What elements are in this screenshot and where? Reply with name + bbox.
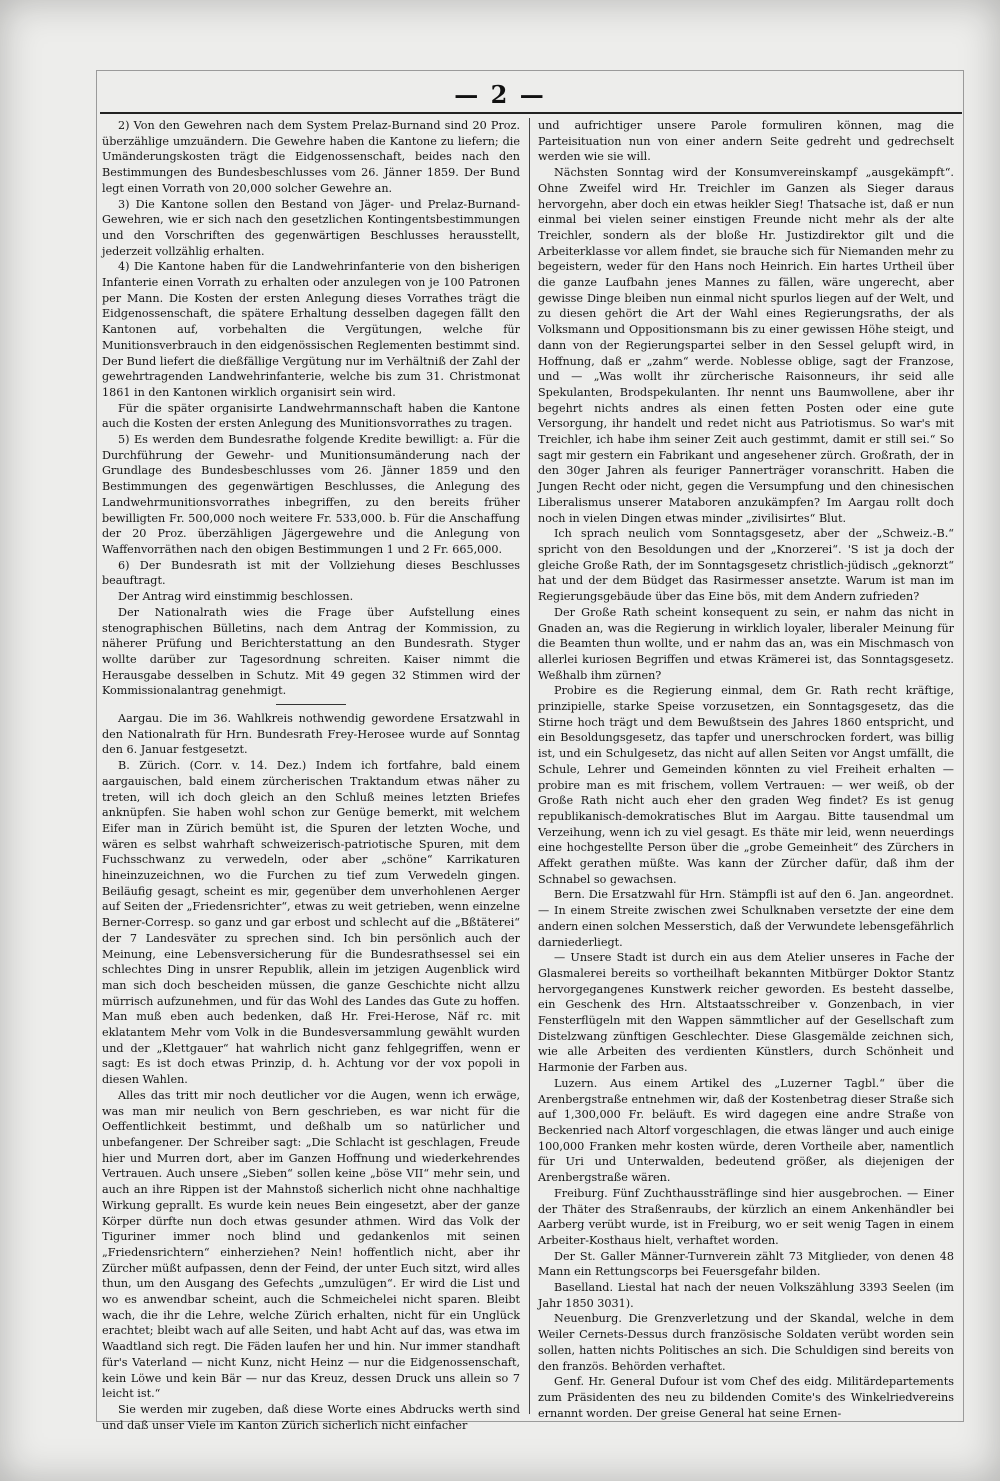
news-item-freiburg: Freiburg. Fünf Zuchthaussträflinge sind hier ausgebrochen. — Einer der Thäter des Straßenraubs, der kürzlich an einem Ankenhändler bei Aarberg verübt wurde, ist in Freiburg, wo er seit wenig Tagen in einem Arbeiter-Kosthaus hielt, verhaftet worden. [538,1186,954,1247]
column-divider [529,118,530,1414]
news-item-zurich: B. Zürich. (Corr. v. 14. Dez.) Indem ich fortfahre, bald einem aargauischen, bald einem zürcherischen Traktandum etwas näher zu treten, will ich doch gleich an den Schluß meines letzten Briefes anknüpfen. Sie haben wohl schon zur Genüge bemerkt, mit welchem Eifer man in Zürich bemüht ist, die Spuren der letzten Woche, und wären es selbst wahrhaft schweizerisch-patriotische Spuren, mit dem Fuchsschwanz zu verwedeln, oder aber „schöne“ Karrikaturen hineinzuzeichnen, wo die Furchen zu tief zum Verwedeln gingen. Beiläufig gesagt, scheint es mir, gegenüber dem unverhohlenen Aerger auf Seiten der „Friedensrichter“, etwas zu weit getrieben, wenn einzelne Berner-Corresp. so ganz und gar erbost und schlecht auf die „Bßtäterei“ der 7 Landesväter zu sprechen sind. Ich bin persönlich auch der Meinung, eine Lebensversicherung für die Bundesrathsessel sei ein schlechtes Ding in unsrer Republik, allein im jetzigen Augenblick wird man sich doch bescheiden müssen, die ganze Geschichte nicht allzu mürrisch aufzunehmen, und für das Wohl des Landes das Gute zu hoffen. Man muß eben auch bedenken, daß Hr. Frei-Herose, Näf rc. mit eklatantem Mehr vom Volk in die Bundesversammlung gewählt wurden und der „Klettgauer“ hat wahrlich nicht ganz fehlgegriffen, wenn er sagt: Es ist doch etwas Prinzip, d. h. Achtung vor der vox popoli in diesen Wahlen. [102,759,520,1087]
news-item-luzern: Luzern. Aus einem Artikel des „Luzerner Tagbl.“ über die Arenbergstraße entnehmen wir, daß der Kostenbetrag dieser Straße sich auf 1,300,000 Fr. beläuft. Es wird dagegen eine andre Straße von Beckenried nach Altorf vorgeschlagen, die etwas länger und auch einige 100,000 Franken mehr kosten würde, deren Vortheile aber, namentlich für Uri und Unterwalden, bedeutend größer, als diejenigen der Arenbergstraße wären. [538,1076,954,1185]
header-rule [100,112,962,114]
article-paragraph: Ich sprach neulich vom Sonntagsgesetz, aber der „Schweiz.-B.“ spricht von den Besoldungen und der „Knorzerei“. 'S ist ja doch der gleiche Große Rath, der im Sonntagsgesetz christlich-jüdisch „geknorzt“ hat und der dem Büdget das Rasirmesser ansetzte. Warum ist man im Regierungsgebäude über das Eine bös, mit dem Andern zufrieden? [538,527,954,604]
news-item-aargau: Aargau. Die im 36. Wahlkreis nothwendig gewordene Ersatzwahl in den Nationalrath für Hrn. Bundesrath Frey-Herosee wurde auf Sonntag den 6. Januar festgesetzt. [102,712,520,757]
article-paragraph: 4) Die Kantone haben für die Landwehrinfanterie von den bisherigen Infanterie einen Vorrath zu erhalten oder anzulegen von je 100 Patronen per Mann. Die Kosten der ersten Anlegung dieses Vorrathes trägt die Eidgenossenschaft, die spätere Erhaltung desselben dagegen fällt den Kantonen auf, vorbehalten die Vergütungen, welche für Munitionsverbrauch in den eidgenössischen Reglementen bestimmt sind. Der Bund liefert die dießfällige Vergütung nur im Verhältniß der Zahl der gewehrtragenden Landwehrinfanterie, welche bis zum 31. Christmonat 1861 in den Kantonen wirklich organisirt sein wird. [102,260,520,399]
page-number: — 2 — [454,80,546,109]
right-column [538,118,954,1418]
news-item-stgallen: Der St. Galler Männer-Turnverein zählt 73 Mitglieder, von denen 48 Mann ein Rettungscorps bei Feuersgefahr bilden. [538,1249,954,1279]
article-paragraph: — Unsere Stadt ist durch ein aus dem Atelier unseres in Fache der Glasmalerei bereits so vortheilhaft bekannten Mitbürger Doktor Stantz hervorgegangenes Kunstwerk reicher geworden. Es besteht dasselbe, ein Geschenk des Hrn. Altstaatsschreiber v. Gonzenbach, in vier Fensterflügeln mit den Wappen sämmtlicher auf der Gesellschaft zum Distelzwang zünftigen Geschlechter. Diese Glasgemälde zeichnen sich, wie alle Arbeiten des verdienten Künstlers, durch Schönheit und Harmonie der Farben aus. [538,951,954,1075]
article-paragraph: Der Antrag wird einstimmig beschlossen. [118,590,354,604]
news-item-neuenburg: Neuenburg. Die Grenzverletzung und der Skandal, welche in dem Weiler Cernets-Dessus durch französische Soldaten verübt worden sein sollen, hatten nichts Politisches an sich. Die Schuldigen sind bereits von den französ. Behörden verhaftet. [538,1312,954,1373]
article-paragraph: 6) Der Bundesrath ist mit der Vollziehung dieses Beschlusses beauftragt. [102,558,520,588]
news-item-genf: Genf. Hr. General Dufour ist vom Chef des eidg. Militärdepartements zum Präsidenten des neu zu bildenden Comite's des Winkelriedvereins ernannt worden. Der greise General hat seine Ernen- [538,1375,954,1420]
article-paragraph: Sie werden mir zugeben, daß diese Worte eines Abdrucks werth sind und daß unser Viele im Kanton Zürich sicherlich nicht einfacher [102,1402,520,1432]
article-paragraph: Alles das tritt mir noch deutlicher vor die Augen, wenn ich erwäge, was man mir neulich von Bern geschrieben, es war nicht für die Oeffentlichkeit bestimmt, und deßhalb um so natürlicher und unbefangener. Der Schreiber sagt: „Die Schlacht ist geschlagen, Freude hier und Murren dort, aber im Ganzen Hoffnung und wiederkehrendes Vertrauen. Auch unsere „Sieben“ sollen keine „böse VII“ mehr sein, und auch an ihre Rippen ist der Mahnstoß sicherlich nicht ohne nachhaltige Wirkung geprallt. Es wurde kein neues Bein eingesetzt, aber der ganze Körper dürfte nun doch etwas gesunder athmen. Wird das Volk der Tiguriner immer noch blind und gedankenlos mit seinen „Friedensrichtern“ einherziehen? Nein! hoffentlich nicht, aber ihr Zürcher müßt aufpassen, denn der Feind, der unter Euch sitzt, wird alles thun, um den Ausgang des Gefechts „umzulügen“. Er wird die List und wo es anwendbar scheint, auch die Schmeichelei nicht sparen. Bleibt wach, die ihr die Lehre, welche Zürich erhalten, nicht für ein Unglück erachtet; bleibt wach auf alle Seiten, und habt Acht auf das, was etwa im Waadtland sich regt. Die Fäden laufen her und hin. Nur immer standhaft für's Vaterland — nicht Kunz, nicht Heinz — nur die Eidgenossenschaft, kein Löwe und kein Bär — nur das Kreuz, dessen Druck uns allein so 7 leicht ist.“ [102,1088,520,1401]
article-paragraph: Für die später organisirte Landwehrmannschaft haben die Kantone auch die Kosten der ersten Anlegung des Munitionsvorrathes zu tragen. [102,401,520,431]
article-paragraph: Nächsten Sonntag wird der Konsumvereinskampf „ausgekämpft“. Ohne Zweifel wird Hr. Treichler im Ganzen als Sieger daraus hervorgehn, aber doch ein etwas heikler Sieg! Thatsache ist, daß er nun einmal bei vielen seiner einstigen Freunde nicht mehr als der alte Treichler, sondern als der bloße Hr. Justizdirektor gilt und die Arbeiterklasse vor allem findet, sie brauche sich für Niemanden mehr zu begeistern, weder für den Hans noch Heinrich. Ein hartes Urtheil über die ganze Laufbahn jenes Mannes zu fällen, wäre ungerecht, aber gewisse Dinge bleiben nun einmal nicht spurlos liegen auf der Welt, und zu diesen gehört die Art der Wahl eines Regierungsraths, der als Volksmann und Oppositionsmann bis zu einer gewissen Höhe steigt, und dann von der Regierungspartei selber in den Sessel gelupft wird, in Hoffnung, daß er „zahm“ werde. Noblesse oblige, sagt der Franzose, und — „Was wollt ihr zürcherische Raisonneurs, ihr seid alle Spekulanten, Brodspekulanten. Ihr nennt uns Baumwollene, aber ihr begehrt nichts andres als einen fetten Posten oder eine gute Versorgung, ihr handelt und redet nicht aus Patriotismus. So war's mit Treichler, ich habe ihm seiner Zeit auch gestimmt, damit er still sei.“ So sagt mir gestern ein Fabrikant und angesehener zürch. Großrath, der in den 30ger Jahren als feuriger Pannerträger voranschritt. Haben die Jungen Recht oder nicht, gegen die Versumpfung und den chinesischen Liberalismus unserer Mataboren anzukämpfen? Im Aargau rollt doch noch in vielen Dingen etwas minder „zivilisirtes“ Blut. [538,166,954,525]
article-paragraph: Der Große Rath scheint konsequent zu sein, er nahm das nicht in Gnaden an, was die Regierung in wirklich loyaler, liberaler Meinung für die Beamten thun wollte, und er nahm das an, was ein Mischmasch von allerlei kuriosen Begriffen und etwas Krämerei ist, das Sonntagsgesetz. Weßhalb ihm zürnen? [538,605,954,682]
news-item-bern: Bern. Die Ersatzwahl für Hrn. Stämpfli ist auf den 6. Jan. angeordnet. — In einem Streite zwischen zwei Schulknaben versetzte der eine dem andern einen solchen Messerstich, daß der Verwundete lebensgefährlich darniederliegt. [538,888,954,949]
article-paragraph: 2) Von den Gewehren nach dem System Prelaz-Burnand sind 20 Proz. überzählige umzuändern. Die Gewehre haben die Kantone zu liefern; die Umänderungskosten trägt die Eidgenossenschaft, beides nach den Bestimmungen des Bundesbeschlusses vom 26. Jänner 1859. Der Bund legt einen Vorrath von 20,000 solcher Gewehre an. [102,119,520,195]
article-paragraph: und aufrichtiger unsere Parole formuliren können, mag die Parteisituation nun von einer andern Seite gedreht und gedrechselt werden wie sie will. [538,119,954,164]
article-paragraph: Der Nationalrath wies die Frage über Aufstellung eines stenographischen Bülletins, nach dem Antrag der Kommission, zu näherer Prüfung und Berichterstattung an den Bundesrath. Styger wollte darüber zur Tagesordnung schreiten. Kaiser nimmt die Herausgabe desselben in Schutz. Mit 49 gegen 32 Stimmen wird der Kommissionalantrag genehmigt. [102,605,520,698]
news-item-baselland: Baselland. Liestal hat nach der neuen Volkszählung 3393 Seelen (im Jahr 1850 3031). [538,1281,954,1310]
article-paragraph: 3) Die Kantone sollen den Bestand von Jäger- und Prelaz-Burnand-Gewehren, wie er sich nach den gesetzlichen Kontingentsbestimmungen und den Vorschriften des gegenwärtigen Beschlusses herausstellt, jederzeit vollzählig erhalten. [102,197,520,258]
article-paragraph: Probire es die Regierung einmal, dem Gr. Rath recht kräftige, prinzipielle, starke Speise vorzusetzen, ein Sonntagsgesetz, das die Stirne hoch trägt und dem Bewußtsein des Jahres 1860 entspricht, und ein Besoldungsgesetz, das tapfer und unerschrocken fordert, was billig ist, und ein Schulgesetz, das nicht auf allen Seiten vor Angst umfällt, die Schule, Lehrer und Gemeinden könnten zu viel Freiheit erhalten — probire man es mit frischem, vollem Vertrauen: — wer weiß, ob der Große Rath nicht auch eher den graden Weg findet? Es ist genug republikanisch-demokratisches Blut im Aargau. Bitte tausendmal um Verzeihung, wenn ich zu viel gesagt. Es thäte mir leid, wenn neuerdings eine hochgestellte Person über die „grobe Gemeinheit“ des Zürchers in Affekt gerathen müßte. Was kann der Zürcher dafür, daß ihm der Schnabel so gewachsen. [538,684,954,886]
section-separator [276,704,346,705]
left-column [102,118,520,1432]
article-paragraph: 5) Es werden dem Bundesrathe folgende Kredite bewilligt: a. Für die Durchführung der Gewehr- und Munitionsumänderung nach der Grundlage des Bundesbeschlusses vom 26. Jänner 1859 und den Bestimmungen des gegenwärtigen Beschlusses, die Anlegung des Landwehrmunitionsvorrathes inbegriffen, zu den bereits früher bewilligten Fr. 500,000 noch weitere Fr. 533,000. b. Für die Anschaffung der 20 Proz. überzähligen Jägergewehre und die Anlegung von Waffenvorräthen nach den obigen Bestimmungen 1 und 2 Fr. 665,000. [102,433,520,556]
